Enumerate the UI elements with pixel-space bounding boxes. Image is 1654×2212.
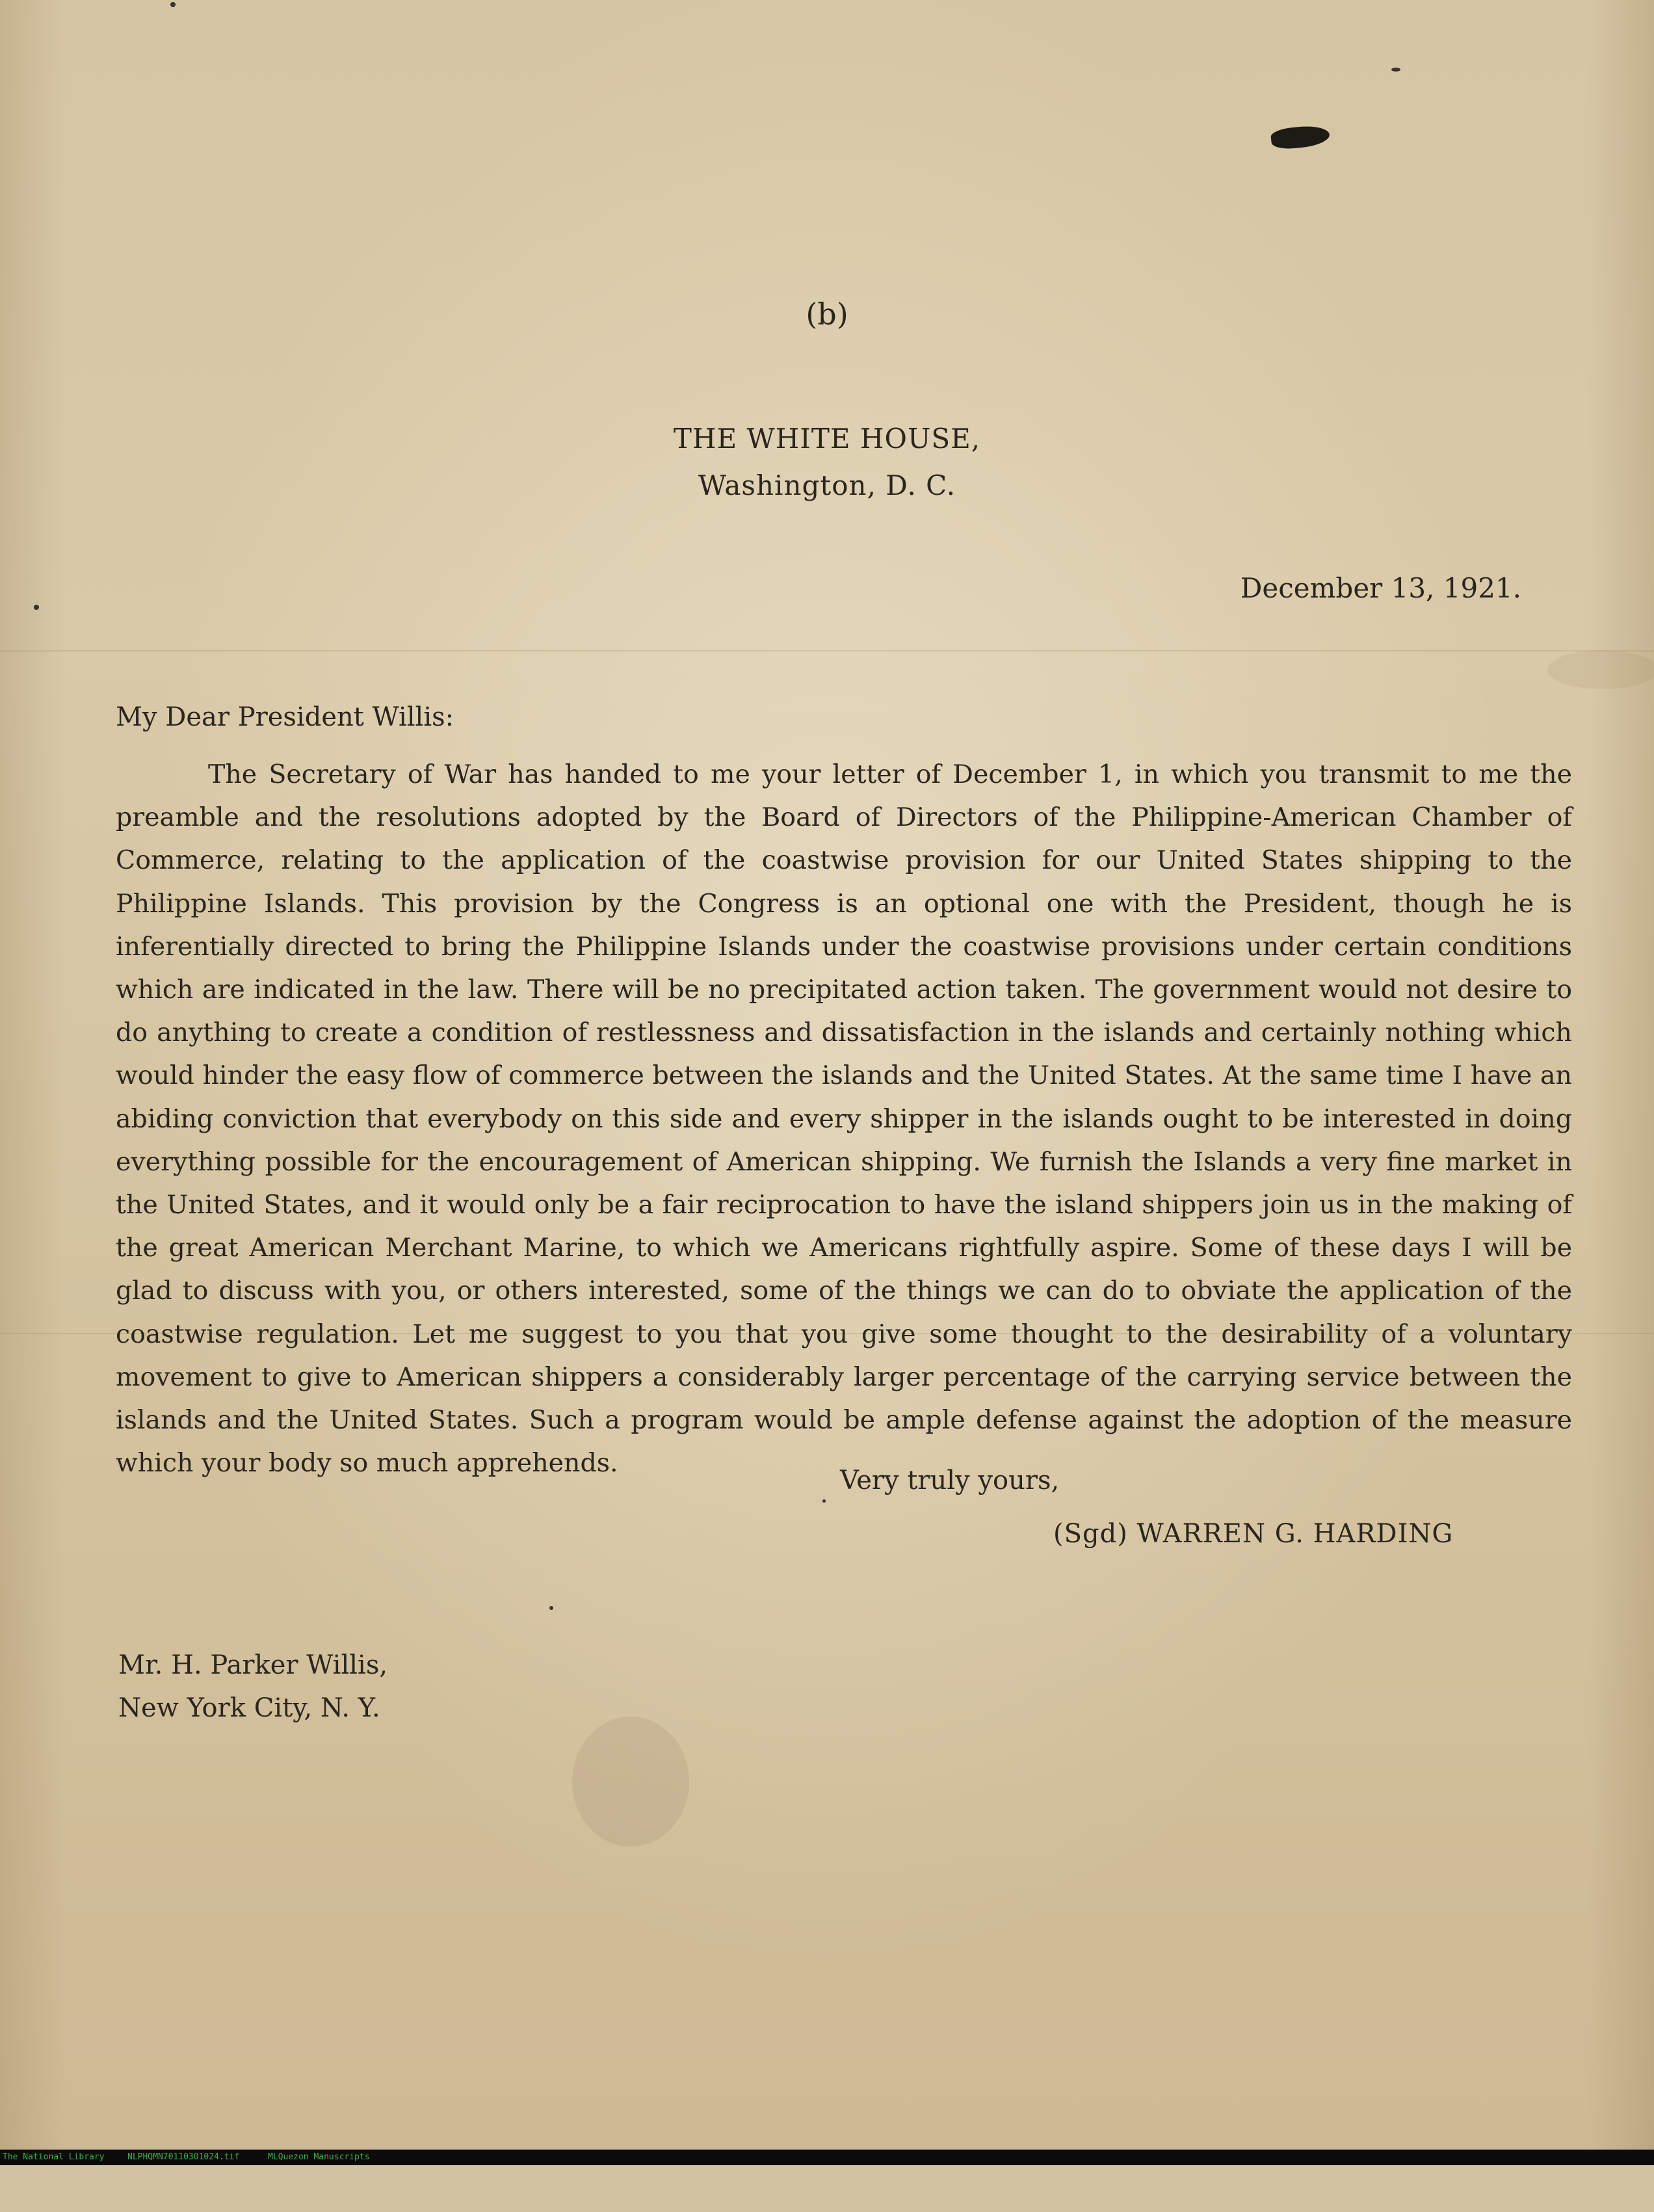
letterhead-location: Washington, D. C. (698, 469, 956, 501)
signature: (Sgd) WARREN G. HARDING (1053, 1519, 1454, 1549)
addressee-address: New York City, N. Y. (118, 1693, 380, 1723)
letter-body: The Secretary of War has handed to me your letter of December 1, in which you transmit to me the preamble and the resolutions adopted by the Board of Directors of the Philippine-American Chamber of Commerce, relating to the application of the coastwise provision for our United States shipping to the Philippine Islands. This provision by the Congress is an optional one with the President, though he is inferentially directed to bring the Philippine Islands under the coastwise provisions under certain conditions which are indicated in the law. There will be no precipitated action taken. The government would not desire to do anything to create a condition of restlessness and dissatisfaction in the islands and certainly nothing which would hinder the easy flow of commerce between the islands and the United States. At the same time I have an abiding conviction that everybody on this side and every shipper in the islands ought to be interested in doing everything possible for the encouragement of American shipping. We furnish the Islands a very fine market in the United States, and it would only be a fair reciprocation to have the island shippers join us in the making of the great American Merchant Marine, to which we Americans rightfully aspire. Some of these days I will be glad to discuss with you, or others interested, some of the things we can do to obviate the application of the coastwise regulation. Let me suggest to you that you give some thought to the desirability of a voluntary movement to give to American shippers a considerably larger percentage of the carrying service between the islands and the United States. Such a program would be ample defense against the adoption of the measure which your body so much apprehends. (116, 759, 1572, 1479)
document-mark: (b) (806, 296, 848, 332)
addressee-name: Mr. H. Parker Willis, (118, 1650, 388, 1680)
letter-date: December 13, 1921. (1240, 572, 1521, 604)
footer-collection: MLQuezon Manuscripts (268, 2152, 370, 2162)
closing: Very truly yours, (840, 1466, 1060, 1495)
letterhead-title: THE WHITE HOUSE, (673, 423, 981, 454)
salutation: My Dear President Willis: (116, 702, 454, 732)
paper-stain (1547, 650, 1654, 689)
footer-library: The National Library (3, 2152, 105, 2162)
ink-blot (1270, 124, 1331, 150)
paper-stain (572, 1717, 689, 1847)
footer-filename: NLPHQMN70110301024.tif (127, 2152, 240, 2162)
paper-fold-line (0, 650, 1654, 652)
scan-footer (0, 2150, 1654, 2165)
